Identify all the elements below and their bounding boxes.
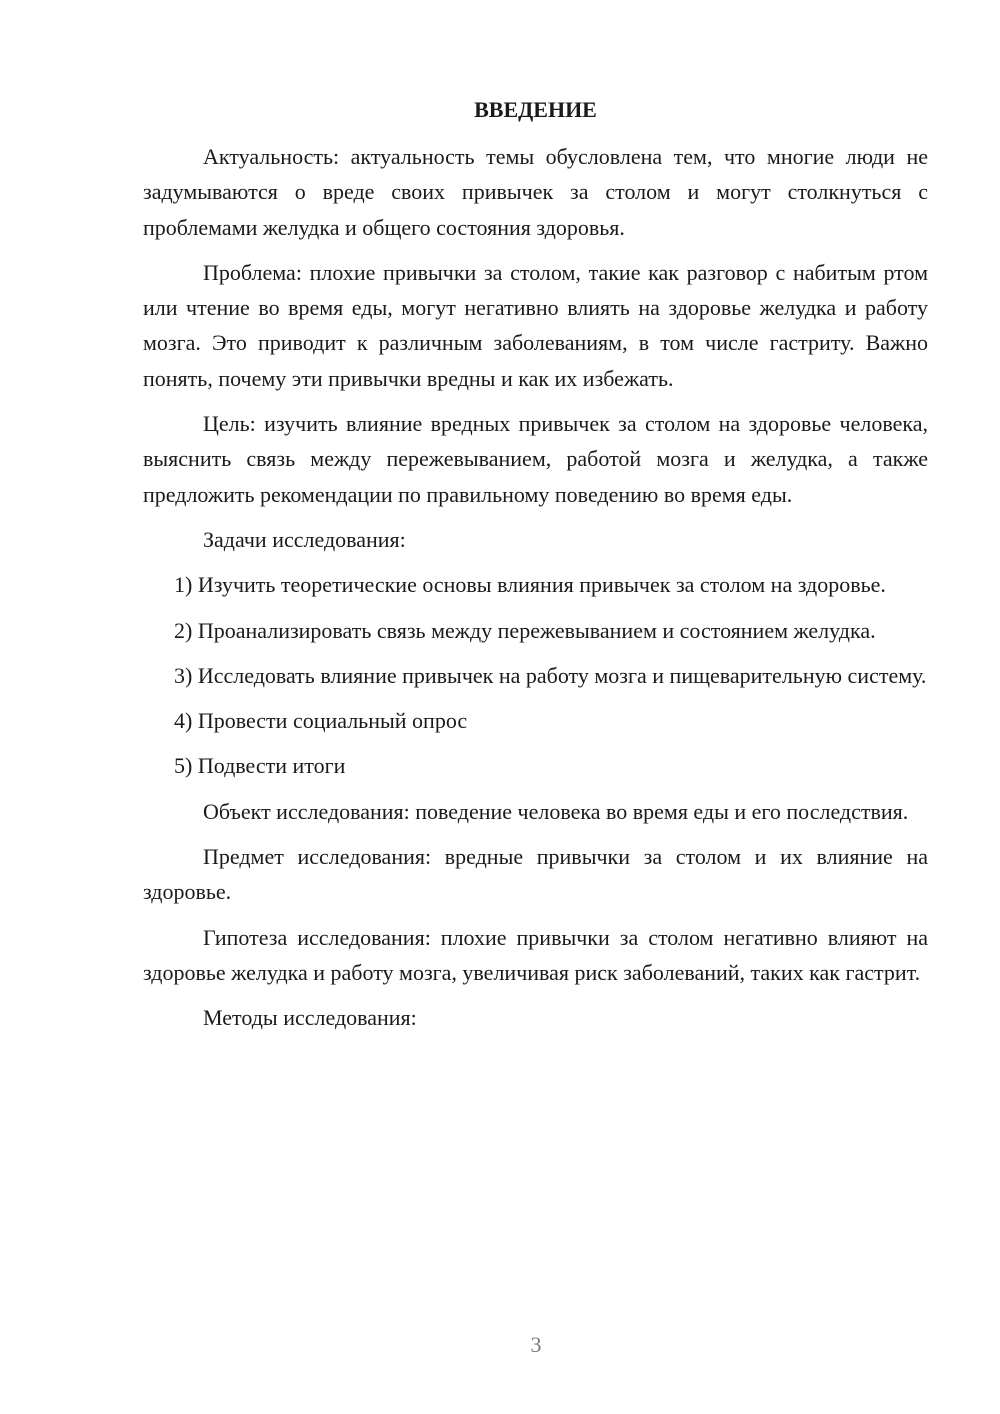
paragraph-methods: Методы исследования:: [203, 1005, 417, 1031]
paragraph-goal: Цель: изучить влияние вредных привычек за столом на здоровье человека, выяснить связь между пережевыванием, работой мозга и желудка, а также предложить рекомендации по правильному поведению во время еды.: [143, 411, 928, 507]
paragraph-problem: Проблема: плохие привычки за столом, такие как разговор с набитым ртом или чтение во время еды, могут негативно влиять на здоровье желудка и работу мозга. Это приводит к различным заболеваниям, в том числе гастриту. Важно понять, почему эти привычки вредны и как их избежать.: [143, 259, 928, 391]
section-title: ВВЕДЕНИЕ: [474, 97, 597, 122]
page-number: 3: [530, 1332, 542, 1357]
task-item-2: 2) Проанализировать связь между пережевыванием и состоянием желудка.: [174, 617, 876, 643]
task-item-1: 1) Изучить теоретические основы влияния привычек за столом на здоровье.: [174, 572, 886, 598]
paragraph-object: Объект исследования: поведение человека во время еды и его последствия.: [203, 798, 909, 824]
task-item-4: 4) Провести социальный опрос: [174, 708, 468, 734]
task-item-3: 3) Исследовать влияние привычек на работу мозга и пищеварительную систему.: [174, 662, 927, 688]
paragraph-hypothesis: Гипотеза исследования: плохие привычки за столом негативно влияют на здоровье желудка и работу мозга, увеличивая риск заболеваний, таких как гастрит.: [143, 924, 928, 985]
paragraph-relevance: Актуальность: актуальность темы обусловлена тем, что многие люди не задумываются о вреде своих привычек за столом и могут столкнуться с проблемами желудка и общего состояния здоровья.: [143, 144, 928, 240]
paragraph-tasks-heading: Задачи исследования:: [203, 526, 406, 552]
task-item-5: 5) Подвести итоги: [174, 753, 346, 779]
paragraph-subject: Предмет исследования: вредные привычки за столом и их влияние на здоровье.: [143, 844, 928, 905]
document-page: [143, 92, 928, 1046]
